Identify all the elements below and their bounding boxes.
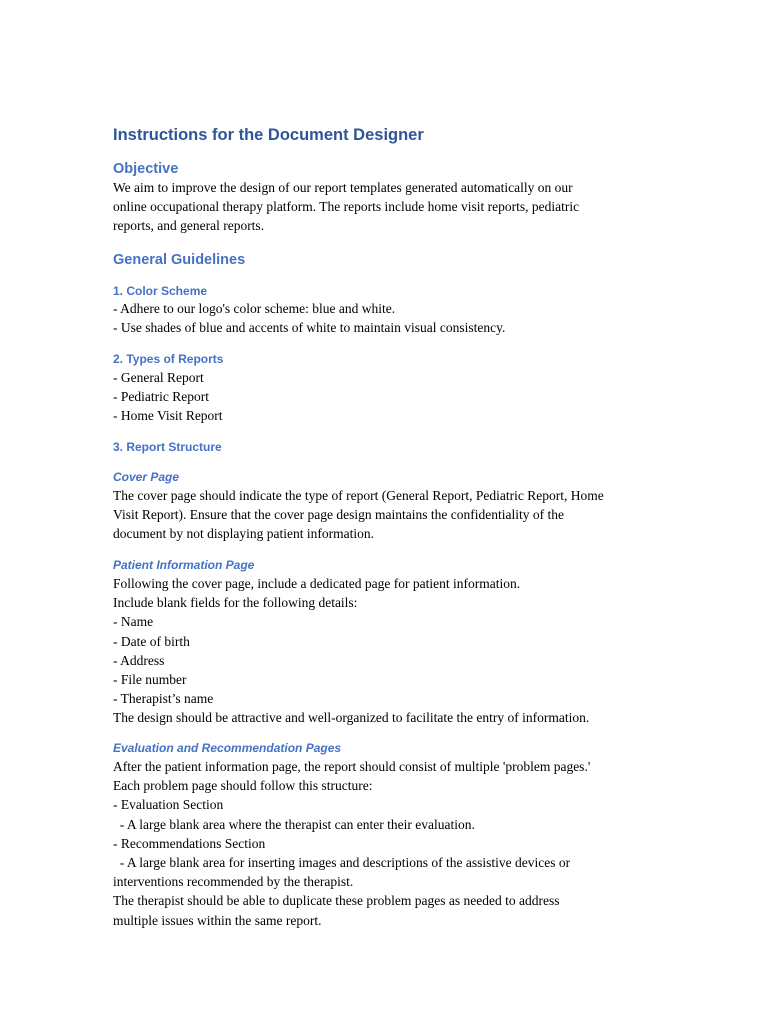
paragraph-line: After the patient information page, the report should consist of multiple 'problem pages.' bbox=[113, 759, 591, 774]
paragraph-line: multiple issues within the same report. bbox=[113, 912, 322, 928]
evaluation-recommendation-paragraph bbox=[113, 757, 590, 930]
list-item: - Therapist’s name bbox=[113, 691, 214, 707]
list-item: - Name bbox=[113, 614, 154, 630]
paragraph-line: Each problem page should follow this structure: bbox=[113, 778, 373, 794]
general-guidelines-heading: General Guidelines bbox=[113, 252, 246, 268]
paragraph-line: reports, and general reports. bbox=[113, 218, 265, 234]
paragraph-line: We aim to improve the design of our report templates generated automatically on our bbox=[113, 180, 573, 195]
color-scheme-heading: 1. Color Scheme bbox=[113, 284, 208, 298]
list-item: - Home Visit Report bbox=[113, 408, 223, 424]
list-item: - Evaluation Section bbox=[113, 797, 224, 813]
objective-paragraph bbox=[113, 178, 579, 236]
paragraph-line: interventions recommended by the therapist. bbox=[113, 874, 354, 890]
document-title: Instructions for the Document Designer bbox=[113, 126, 424, 144]
evaluation-recommendation-heading: Evaluation and Recommendation Pages bbox=[113, 741, 342, 755]
types-of-reports-list bbox=[113, 368, 223, 426]
list-item: - Recommendations Section bbox=[113, 835, 266, 851]
paragraph-line: The cover page should indicate the type of report (General Report, Pediatric Report, Home bbox=[113, 488, 604, 503]
patient-information-paragraph bbox=[113, 574, 589, 728]
paragraph-line: Include blank fields for the following details: bbox=[113, 595, 358, 611]
report-structure-heading: 3. Report Structure bbox=[113, 440, 222, 454]
cover-page-paragraph bbox=[113, 486, 604, 544]
list-item: - General Report bbox=[113, 370, 204, 385]
list-item: - Pediatric Report bbox=[113, 389, 209, 405]
list-item: - A large blank area where the therapist can enter their evaluation. bbox=[113, 816, 475, 832]
list-item: - A large blank area for inserting images and descriptions of the assistive devices or bbox=[113, 855, 571, 871]
list-item: - Date of birth bbox=[113, 633, 190, 649]
list-item: - File number bbox=[113, 672, 187, 688]
paragraph-line: Visit Report). Ensure that the cover page design maintains the confidentiality of the bbox=[113, 507, 564, 523]
paragraph-line: Following the cover page, include a dedicated page for patient information. bbox=[113, 576, 521, 591]
paragraph-line: document by not displaying patient information. bbox=[113, 526, 374, 542]
types-of-reports-heading: 2. Types of Reports bbox=[113, 352, 224, 366]
patient-information-heading: Patient Information Page bbox=[113, 558, 255, 572]
paragraph-line: The therapist should be able to duplicate these problem pages as needed to address bbox=[113, 893, 560, 909]
list-item: - Use shades of blue and accents of white to maintain visual consistency. bbox=[113, 320, 506, 336]
paragraph-line: The design should be attractive and well-organized to facilitate the entry of information. bbox=[113, 710, 590, 726]
objective-heading: Objective bbox=[113, 161, 179, 177]
cover-page-heading: Cover Page bbox=[113, 470, 180, 484]
list-item: - Address bbox=[113, 652, 165, 668]
list-item: - Adhere to our logo's color scheme: blue and white. bbox=[113, 301, 396, 316]
color-scheme-list bbox=[113, 299, 505, 337]
paragraph-line: online occupational therapy platform. The reports include home visit reports, pediatric bbox=[113, 199, 580, 215]
